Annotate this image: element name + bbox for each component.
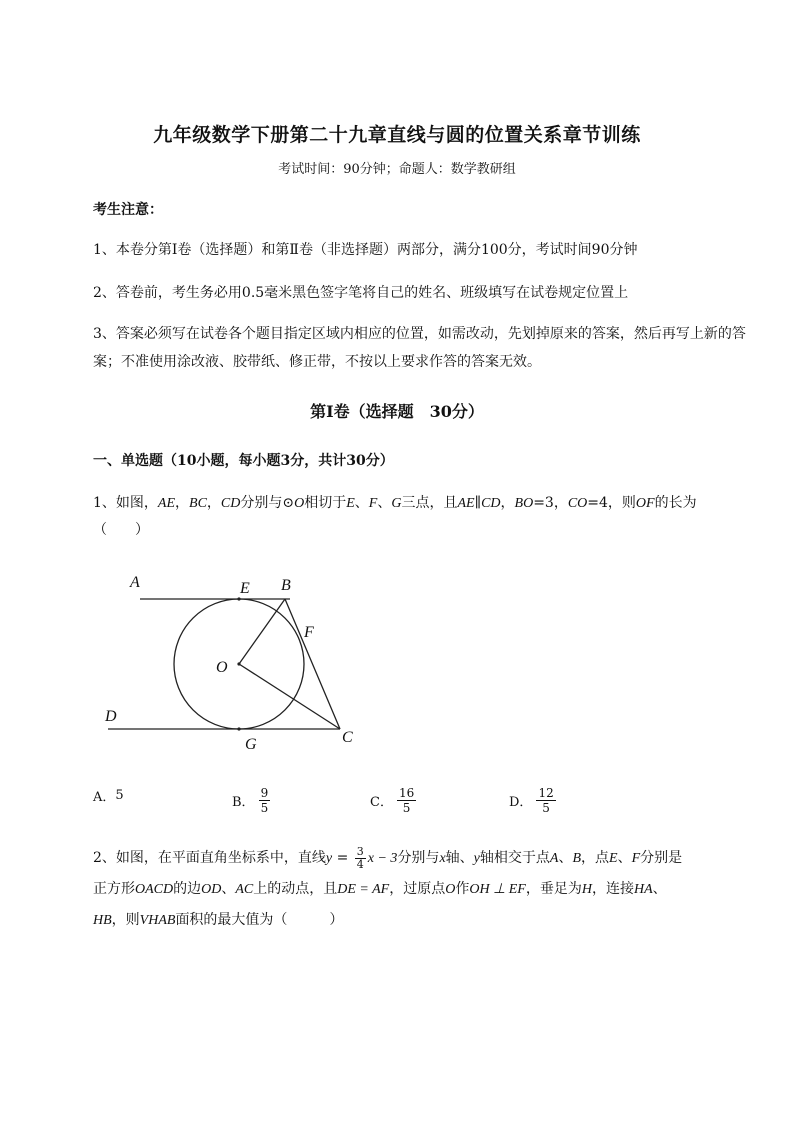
option-value: 5 xyxy=(115,788,124,803)
q2-text: 作 xyxy=(455,881,470,897)
q2-sym: DE = AF xyxy=(337,882,390,897)
q2-text: = xyxy=(332,850,353,866)
q2-sym: E xyxy=(609,851,618,866)
q2-sym: VHAB xyxy=(139,913,176,928)
q1-sym: CD xyxy=(220,496,241,511)
q1-text: =4，则 xyxy=(587,495,636,511)
q2-sym: AC xyxy=(235,882,254,897)
q2-text: 面积的最大值为（ ） xyxy=(175,912,344,928)
notice-heading: 考生注意： xyxy=(93,202,163,218)
option-fraction xyxy=(536,786,555,815)
q2-sym: A xyxy=(549,851,559,866)
option-a[interactable] xyxy=(93,786,124,805)
denominator: 5 xyxy=(260,801,269,815)
equation-fraction xyxy=(355,846,366,871)
exam-info: 考试时间：90分钟；命题人：数学教研组 xyxy=(278,162,516,177)
q2-text: 上的动点，且 xyxy=(253,881,338,897)
q2-text: ，垂足为 xyxy=(525,881,582,897)
option-fraction xyxy=(397,786,416,815)
q1-sym: AE xyxy=(157,496,176,511)
notice-item-1: 1、本卷分第I卷（选择题）和第Ⅱ卷（非选择题）两部分，满分100分，考试时间90分钟 xyxy=(93,242,638,258)
q1-text: 、 xyxy=(377,495,392,511)
denominator: 5 xyxy=(542,801,550,815)
point-o xyxy=(237,662,240,665)
label-c: C xyxy=(342,729,353,746)
q1-sym: CD xyxy=(481,496,501,511)
q2-text: ，连接 xyxy=(592,881,634,897)
line-bc xyxy=(285,599,340,729)
q2-text: 、 xyxy=(652,881,667,897)
answer-blank: （ ） xyxy=(93,522,149,538)
notice-item-2: 2、答卷前，考生务必用0.5毫米黑色签字笔将自己的姓名、班级填写在试卷规定位置上 xyxy=(93,285,629,301)
denominator: 4 xyxy=(356,857,364,871)
circle-tangent-figure xyxy=(90,565,380,765)
q2-sym: H xyxy=(581,882,592,897)
q2-sym: OD xyxy=(201,882,222,897)
q2-sym: y xyxy=(473,851,480,866)
label-o: O xyxy=(216,659,228,676)
segment-ob xyxy=(239,599,285,664)
notice-item-3: 3、答案必须写在试卷各个题目指定区域内相应的位置，如需改动，先划掉原来的答案，然后再写上新的答案；不准使用涂改液、胶带纸、修正带，不按以上要求作答的答案无效。 xyxy=(93,326,746,370)
q2-line-2 xyxy=(93,874,733,905)
numerator: 16 xyxy=(398,786,415,800)
q2-text: 轴、 xyxy=(445,850,474,866)
q1-sym: BO xyxy=(514,496,534,511)
option-letter: D． xyxy=(509,795,533,810)
label-f: F xyxy=(304,624,314,641)
q2-text: 2、如图，在平面直角坐标系中，直线 xyxy=(93,850,326,866)
q2-text: 分别是 xyxy=(640,850,683,866)
label-e: E xyxy=(240,580,250,597)
q1-text: 分别与⊙ xyxy=(240,495,295,511)
q1-text: 、 xyxy=(354,495,369,511)
label-b: B xyxy=(281,577,291,594)
q2-text: ，点 xyxy=(581,850,609,866)
question-2 xyxy=(93,843,733,936)
q2-line-3 xyxy=(93,905,733,936)
q1-text: =3， xyxy=(533,495,568,511)
q2-sym: HA xyxy=(634,882,653,897)
numerator: 12 xyxy=(538,786,554,800)
q2-text: 的边 xyxy=(173,881,202,897)
label-g: G xyxy=(245,736,257,753)
part-heading: 一、单选题（10小题，每小题3分，共计30分） xyxy=(93,453,394,469)
segment-oc xyxy=(239,664,340,729)
q2-sym: O xyxy=(445,882,456,897)
q2-sym: x − 3 xyxy=(367,851,398,866)
option-letter: B． xyxy=(232,795,255,810)
q1-text: 相切于 xyxy=(304,495,347,511)
q1-text: ∥ xyxy=(474,495,482,511)
q1-text: 的长为 xyxy=(654,495,697,511)
q1-sym: O xyxy=(294,496,305,511)
question-1 xyxy=(93,490,733,543)
q2-text: 、 xyxy=(558,850,573,866)
q2-sym: HB xyxy=(93,913,112,928)
q1-text: 1、如图， xyxy=(93,495,158,511)
option-b[interactable] xyxy=(232,786,270,815)
q1-sym: BC xyxy=(189,496,207,511)
option-letter: A． xyxy=(93,790,116,805)
q1-text: 三点，且 xyxy=(401,495,458,511)
q2-text: 、 xyxy=(617,850,632,866)
q1-sym: OF xyxy=(635,496,655,511)
label-a: A xyxy=(130,574,140,591)
q2-text: 、 xyxy=(221,881,236,897)
q2-sym: B xyxy=(572,851,581,866)
q1-sym: AE xyxy=(457,496,475,511)
section-title: 第I卷（选择题 30分） xyxy=(310,402,484,421)
q2-text: 分别与 xyxy=(397,850,440,866)
denominator: 5 xyxy=(402,801,411,815)
q1-sym: E xyxy=(346,496,355,511)
q2-sym: F xyxy=(631,851,641,866)
q2-text: ，过原点 xyxy=(389,881,446,897)
numerator: 3 xyxy=(356,844,364,858)
point-g xyxy=(237,727,240,730)
option-d[interactable] xyxy=(509,786,556,815)
label-d: D xyxy=(105,708,117,725)
point-e xyxy=(237,597,240,600)
numerator: 9 xyxy=(260,786,269,800)
q2-sym: y xyxy=(325,851,333,866)
q1-text: ， xyxy=(500,495,515,511)
q2-sym: OH ⊥ EF xyxy=(469,882,526,897)
q2-sym: OACD xyxy=(135,882,174,897)
option-fraction xyxy=(259,786,271,815)
q1-sym: F xyxy=(368,496,378,511)
q1-text: ， xyxy=(175,495,190,511)
q2-text: 正方形 xyxy=(93,881,135,897)
option-letter: C． xyxy=(370,795,393,810)
q2-sym: x xyxy=(439,851,446,866)
option-c[interactable] xyxy=(370,786,416,815)
q2-text: ，则 xyxy=(111,912,140,928)
q2-line-1 xyxy=(93,843,733,874)
q1-sym: G xyxy=(391,496,402,511)
page-title: 九年级数学下册第二十九章直线与圆的位置关系章节训练 xyxy=(153,124,641,146)
q1-text: ， xyxy=(206,495,221,511)
q2-text: 轴相交于点 xyxy=(479,850,550,866)
q1-sym: CO xyxy=(567,496,588,511)
